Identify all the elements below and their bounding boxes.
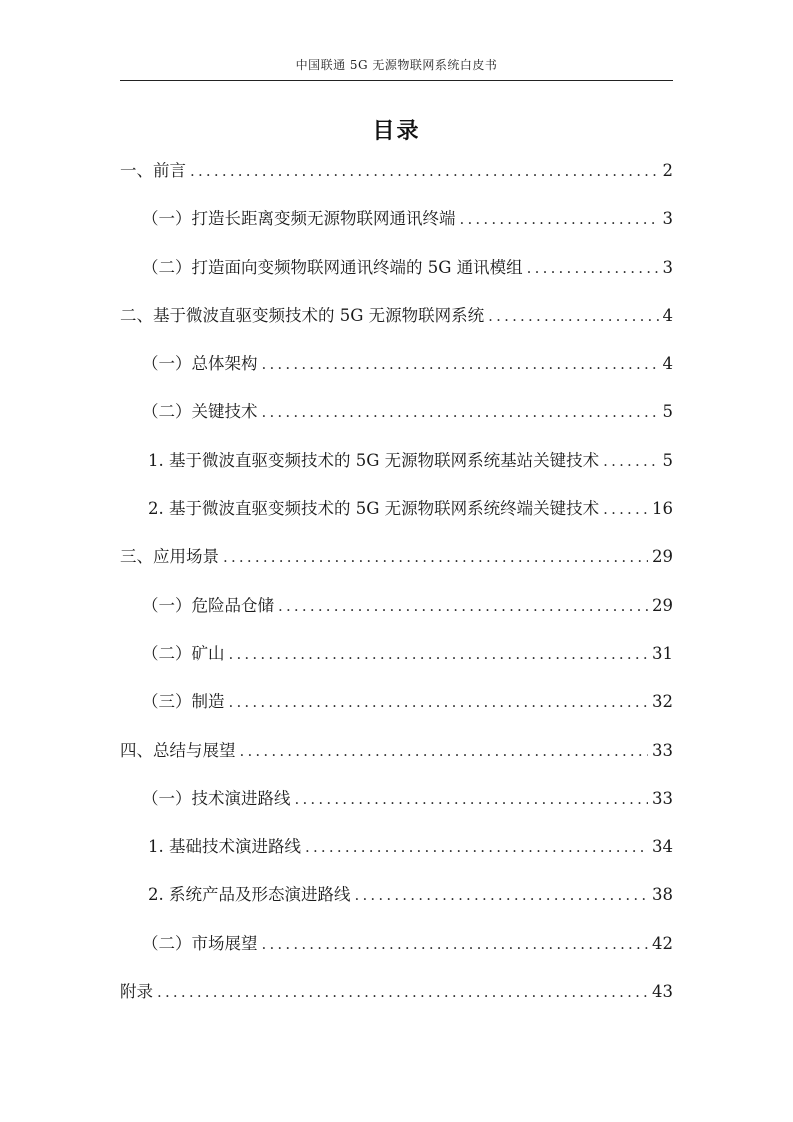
toc-title: 目录 bbox=[372, 119, 421, 144]
toc-entry[interactable] bbox=[120, 686, 673, 734]
toc-leader-dots bbox=[603, 445, 658, 477]
toc-entry[interactable] bbox=[120, 638, 673, 686]
toc-entry-page: 16 bbox=[652, 499, 673, 519]
toc-leader-dots bbox=[527, 252, 659, 284]
toc-entry[interactable] bbox=[120, 252, 673, 300]
toc-entry-page: 42 bbox=[652, 933, 673, 953]
toc-entry-label: （三）制造 bbox=[142, 692, 225, 712]
toc-leader-dots bbox=[229, 638, 649, 670]
toc-entry-page: 4 bbox=[662, 305, 673, 325]
toc-leader-dots bbox=[278, 590, 648, 622]
toc-leader-dots bbox=[240, 735, 649, 767]
toc-entry-label: （二）打造面向变频物联网通讯终端的 5G 通讯模组 bbox=[142, 257, 523, 277]
toc-entry-page: 29 bbox=[652, 547, 673, 567]
toc-entry-label: （二）市场展望 bbox=[142, 933, 258, 953]
header-divider bbox=[120, 80, 673, 81]
toc-leader-dots bbox=[157, 976, 648, 1008]
toc-entry-label: 1. 基础技术演进路线 bbox=[148, 837, 301, 857]
toc-leader-dots bbox=[190, 155, 659, 187]
toc-entry[interactable] bbox=[120, 928, 673, 976]
toc-entry[interactable] bbox=[120, 831, 673, 879]
toc-entry-label: （二）矿山 bbox=[142, 643, 225, 663]
toc-leader-dots bbox=[488, 300, 658, 332]
toc-entry-label: 二、基于微波直驱变频技术的 5G 无源物联网系统 bbox=[120, 305, 485, 325]
toc-entry-page: 34 bbox=[652, 837, 673, 857]
toc-entry-label: 1. 基于微波直驱变频技术的 5G 无源物联网系统基站关键技术 bbox=[148, 450, 600, 470]
toc-entry-page: 29 bbox=[652, 595, 673, 615]
toc-entry-page: 2 bbox=[662, 161, 673, 180]
toc-leader-dots bbox=[262, 928, 649, 960]
toc-entry-page: 5 bbox=[662, 402, 673, 422]
toc-entry[interactable] bbox=[120, 590, 673, 638]
toc-leader-dots bbox=[603, 493, 648, 525]
toc-entry-page: 3 bbox=[662, 209, 673, 229]
toc-entry-label: 附录 bbox=[120, 982, 153, 1002]
toc-leader-dots bbox=[262, 348, 659, 380]
toc-entry[interactable] bbox=[120, 445, 673, 493]
toc-leader-dots bbox=[223, 541, 648, 573]
toc-entry[interactable] bbox=[120, 203, 673, 251]
toc-entry-label: （一）技术演进路线 bbox=[142, 788, 291, 808]
toc-entry[interactable] bbox=[120, 541, 673, 589]
toc-entry[interactable] bbox=[120, 976, 673, 1024]
toc-entry-page: 3 bbox=[662, 257, 673, 277]
toc-entry-label: （一）打造长距离变频无源物联网通讯终端 bbox=[142, 209, 456, 229]
toc-entry[interactable] bbox=[120, 879, 673, 927]
toc-entry-page: 5 bbox=[662, 450, 673, 470]
toc-entry-label: 三、应用场景 bbox=[120, 547, 219, 567]
toc-leader-dots bbox=[295, 783, 649, 815]
toc-entry-page: 33 bbox=[652, 788, 673, 808]
toc-entry-label: 2. 基于微波直驱变频技术的 5G 无源物联网系统终端关键技术 bbox=[148, 499, 600, 519]
toc-entry[interactable] bbox=[120, 396, 673, 444]
toc-entry[interactable] bbox=[120, 783, 673, 831]
toc-entry[interactable] bbox=[120, 493, 673, 541]
toc-leader-dots bbox=[460, 203, 659, 235]
table-of-contents bbox=[120, 155, 673, 1024]
toc-leader-dots bbox=[262, 396, 659, 428]
toc-entry[interactable] bbox=[120, 348, 673, 396]
toc-entry-page: 43 bbox=[652, 982, 673, 1002]
toc-entry[interactable] bbox=[120, 155, 673, 203]
toc-entry-page: 38 bbox=[652, 885, 673, 905]
toc-entry-label: （一）危险品仓储 bbox=[142, 595, 274, 615]
toc-entry-label: （一）总体架构 bbox=[142, 354, 258, 374]
toc-entry-page: 4 bbox=[662, 354, 673, 374]
toc-entry[interactable] bbox=[120, 300, 673, 348]
toc-entry-label: （二）关键技术 bbox=[142, 402, 258, 422]
toc-leader-dots bbox=[355, 879, 649, 911]
toc-entry-label: 2. 系统产品及形态演进路线 bbox=[148, 885, 351, 905]
toc-leader-dots bbox=[305, 831, 648, 863]
toc-entry-page: 31 bbox=[652, 643, 673, 663]
toc-entry-label: 一、前言 bbox=[120, 161, 186, 180]
toc-entry-page: 33 bbox=[652, 740, 673, 760]
toc-entry-page: 32 bbox=[652, 692, 673, 712]
toc-entry-label: 四、总结与展望 bbox=[120, 740, 236, 760]
toc-leader-dots bbox=[229, 686, 649, 718]
toc-entry[interactable] bbox=[120, 735, 673, 783]
running-header: 中国联通 5G 无源物联网系统白皮书 bbox=[295, 58, 498, 72]
